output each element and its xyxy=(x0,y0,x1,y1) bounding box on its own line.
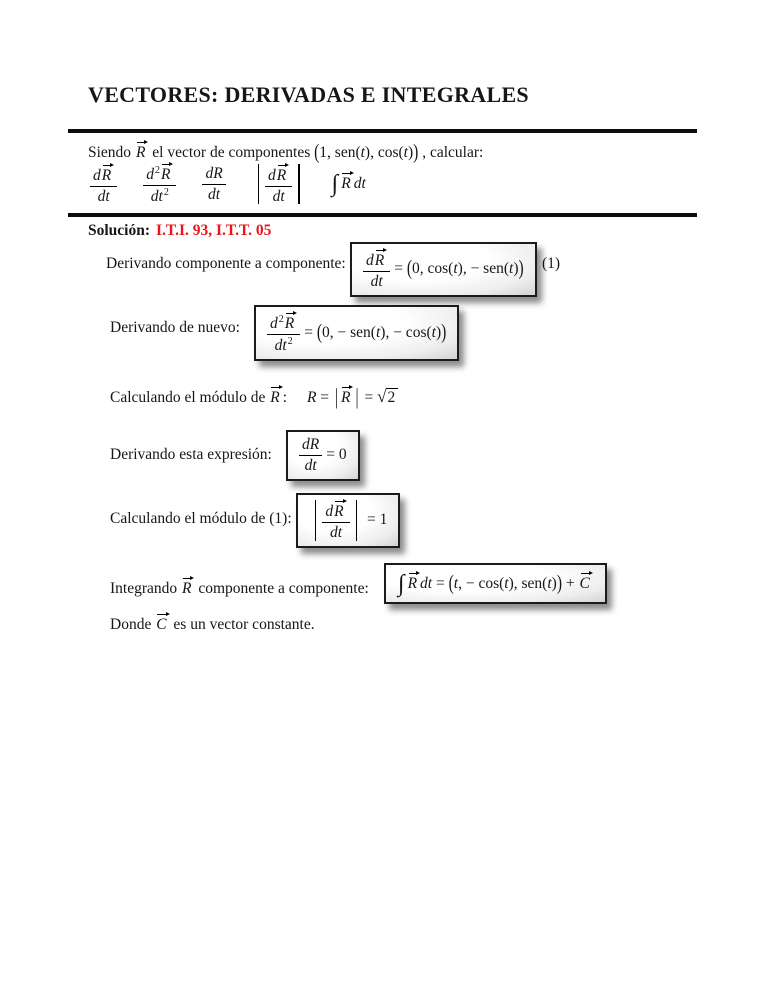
fraction-dR-dt-scalar: $\frac{dR}{dt}$ xyxy=(299,436,322,475)
step1-rhs: = (0, cos(t), − sen(t)) xyxy=(394,256,524,281)
step3-line xyxy=(110,384,398,410)
step1-label: Derivando componente a componente: xyxy=(106,255,346,272)
step4-result-box xyxy=(286,430,360,481)
horizontal-rule-solution xyxy=(68,213,697,217)
fraction-dR-dt: $\frac{dR}{dt}$ xyxy=(363,248,390,291)
abs-bar xyxy=(258,164,259,205)
step5-result-box xyxy=(296,493,400,548)
step2-result-box xyxy=(254,305,459,361)
problem-statement: Siendo R el vector de componentes (1, sen(t), cos(t)) , calcular: xyxy=(88,140,484,165)
step1-result-box xyxy=(350,242,537,297)
problem-formula-row xyxy=(90,162,392,206)
solution-label: Solución: xyxy=(88,222,151,239)
step3-math: R = | R | = √2 xyxy=(307,389,398,406)
fraction-dR-dt: $\frac{dR}{dt}$ xyxy=(90,163,117,206)
constant-vector-note: Donde C es un vector constante. xyxy=(110,612,315,634)
step2-rhs: = (0, − sen(t), − cos(t)) xyxy=(304,320,447,344)
step6-math: ∫ R dt = (t, − cos(t), sen(t)) + C xyxy=(398,571,593,596)
step6-result-box xyxy=(384,563,607,604)
step6-label: Integrando R componente a componente: xyxy=(110,576,369,598)
horizontal-rule-top xyxy=(68,129,697,133)
step3-label: Calculando el módulo de R : xyxy=(110,389,287,406)
abs-bar xyxy=(315,500,316,541)
integral-R-dt: ∫ R dt xyxy=(331,171,366,198)
fraction-d2R-dt2: $\frac{d^2R}{dt^2}$ xyxy=(267,311,300,355)
step4-rhs: = 0 xyxy=(326,446,347,464)
fraction-d2R-dt2: $\frac{d^2R}{dt^2}$ xyxy=(143,162,176,206)
abs-value-fraction xyxy=(309,499,363,542)
equation-tag-1: (1) xyxy=(542,255,561,272)
solution-heading xyxy=(88,222,271,240)
page-title: VECTORES: DERIVADAS E INTEGRALES xyxy=(88,82,529,107)
step2-label: Derivando de nuevo: xyxy=(110,319,240,336)
fraction-dR-dt-scalar: $\frac{dR}{dt}$ xyxy=(202,165,225,204)
fraction-dR-dt-abs: $\frac{dR}{dt}$ xyxy=(322,499,349,542)
abs-value-fraction xyxy=(252,163,306,206)
solution-references: I.T.I. 93, I.T.T. 05 xyxy=(156,222,272,239)
step4-label: Derivando esta expresión: xyxy=(110,446,272,463)
abs-bar xyxy=(356,500,357,541)
abs-bar xyxy=(298,164,299,205)
step5-label: Calculando el módulo de (1): xyxy=(110,510,292,527)
fraction-dR-dt-abs: $\frac{dR}{dt}$ xyxy=(265,163,292,206)
step5-rhs: = 1 xyxy=(367,511,388,529)
